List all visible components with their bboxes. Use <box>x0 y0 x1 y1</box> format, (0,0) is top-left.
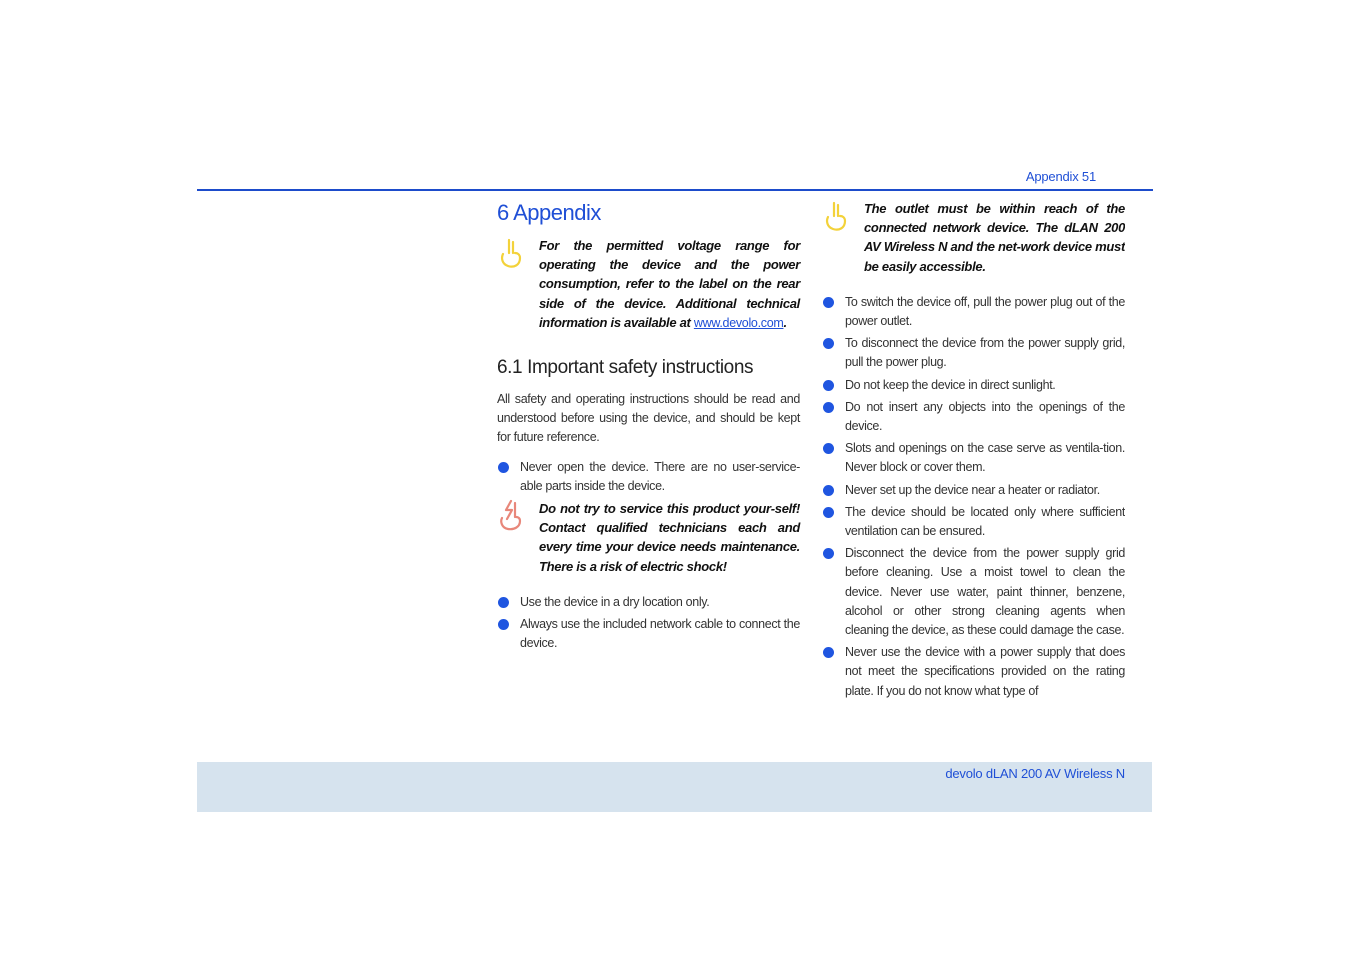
bullet-dot-icon <box>823 297 834 308</box>
bullet-dot-icon <box>823 485 834 496</box>
list-item: Disconnect the device from the power supply grid before cleaning. Use a moist towel to clean the device. Never use water, paint thinner, benzene, alcohol or other strong cleaning agents when cleaning the device, as these could damage the case. <box>822 544 1125 640</box>
bullet-list-right <box>822 293 1125 701</box>
list-item: Slots and openings on the case serve as ventila-tion. Never block or cover them. <box>822 439 1125 477</box>
chapter-title: 6 Appendix <box>497 200 601 225</box>
list-item: Never set up the device near a heater or radiator. <box>822 481 1125 500</box>
outlet-note <box>822 199 1125 276</box>
bullet-dot-icon <box>823 338 834 349</box>
list-item: Never open the device. There are no user-service-able parts inside the device. <box>497 458 800 496</box>
lightning-hand-icon <box>497 499 525 533</box>
bullet-dot-icon <box>498 597 509 608</box>
bullet-dot-icon <box>823 507 834 518</box>
intro-paragraph: All safety and operating instructions should be read and understood before using the device, and should be kept for future reference. <box>497 392 800 445</box>
warning-note <box>497 499 800 576</box>
running-header: Appendix 51 <box>1025 169 1096 184</box>
left-column <box>497 195 800 656</box>
devolo-link[interactable]: www.devolo.com <box>693 315 784 330</box>
hand-pointer-icon <box>497 236 525 270</box>
bullet-dot-icon <box>823 443 834 454</box>
section-title: 6.1 Important safety instructions <box>497 357 754 379</box>
list-item: Always use the included network cable to connect the device. <box>497 615 800 653</box>
bullet-dot-icon <box>498 619 509 630</box>
voltage-note-end: . <box>783 314 787 330</box>
list-item: To disconnect the device from the power supply grid, pull the power plug. <box>822 334 1125 372</box>
bullet-dot-icon <box>823 402 834 413</box>
outlet-note-text: The outlet must be within reach of the connected network device. The dLAN 200 AV Wireless N and the net-work device must be easily accessible. <box>864 201 1125 274</box>
bullet-dot-icon <box>823 647 834 658</box>
list-item: The device should be located only where sufficient ventilation can be ensured. <box>822 503 1125 541</box>
voltage-note-text: For the permitted voltage range for operating the device and the power consumption, refer to the label on the rear side of the device. Additional technical information is available at <box>539 238 800 330</box>
list-item: Use the device in a dry location only. <box>497 593 800 612</box>
header-rule <box>197 189 1153 191</box>
hand-pointer-icon <box>822 199 850 233</box>
bullet-dot-icon <box>823 380 834 391</box>
bullet-list-a <box>497 458 800 496</box>
bullet-list-b <box>497 593 800 654</box>
list-item: Never use the device with a power supply that does not meet the specifications provided on the rating plate. If you do not know what type of <box>822 643 1125 701</box>
voltage-note <box>497 236 800 333</box>
footer-product-name: devolo dLAN 200 AV Wireless N <box>945 766 1125 781</box>
bullet-dot-icon <box>823 548 834 559</box>
bullet-dot-icon <box>498 462 509 473</box>
list-item: Do not keep the device in direct sunlight. <box>822 376 1125 395</box>
list-item: To switch the device off, pull the power plug out of the power outlet. <box>822 293 1125 331</box>
list-item: Do not insert any objects into the openings of the device. <box>822 398 1125 436</box>
right-column <box>822 199 1125 727</box>
warning-note-text: Do not try to service this product your-self! Contact qualified technicians each and every time your device needs maintenance. There is a risk of electric shock! <box>539 501 800 574</box>
footer-band <box>197 762 1152 812</box>
